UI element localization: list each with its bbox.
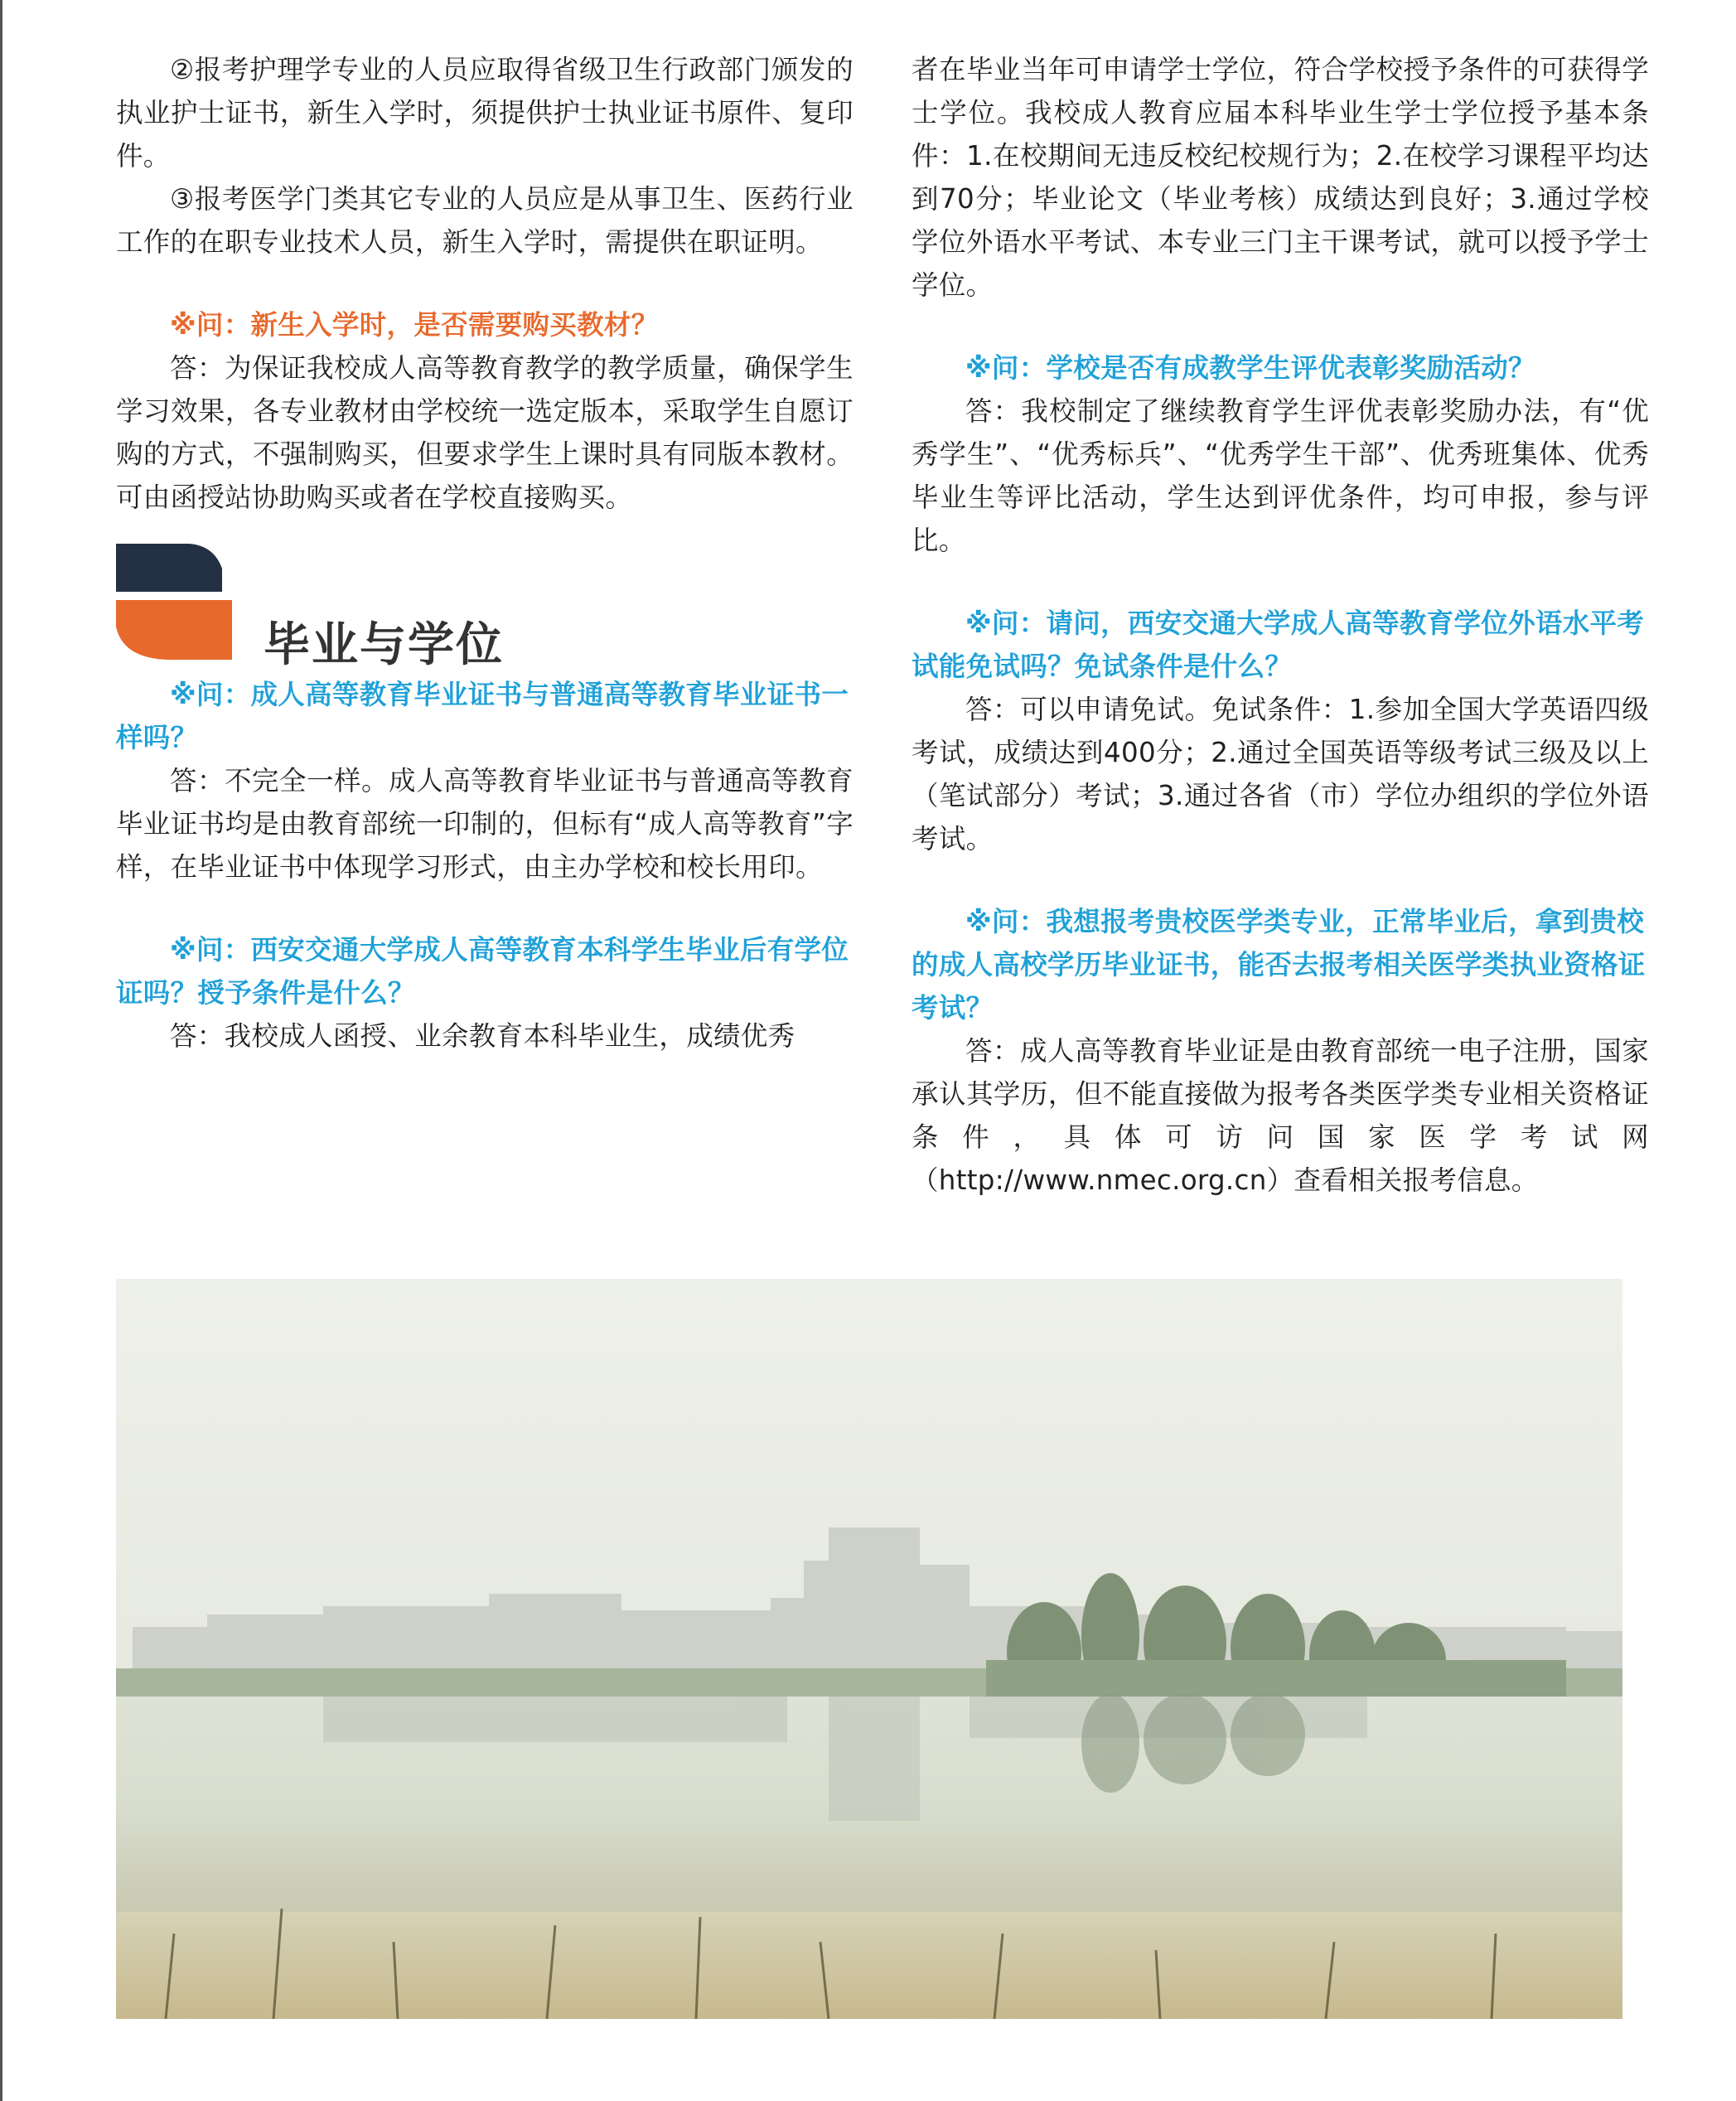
awards-question: ※问：学校是否有成教学生评优表彰奖励活动？ (965, 352, 1535, 384)
textbook-answer: 答：为保证我校成人高等教育教学的教学质量，确保学生学习效果，各专业教材由学校统一选定版本，采取学生自愿订购的方式，不强制购买，但要求学生上课时具有同版本教材。可由函授站协助购买或者在学校直接购买。 (116, 352, 853, 513)
section-header (116, 544, 853, 672)
awards-answer: 答：我校制定了继续教育学生评优表彰奖励办法，有“优秀学生”、“优秀标兵”、“优秀学生干部”、优秀班集体、优秀毕业生等评比活动，学生达到评优条件，均可申报，参与评比。 (912, 395, 1649, 556)
section-logo-icon (116, 544, 232, 660)
textbook-question: ※问：新生入学时，是否需要购买教材？ (170, 309, 659, 341)
certificate-answer: 答：不完全一样。成人高等教育毕业证书与普通高等教育毕业证书均是由教育部统一印制的，但标有“成人高等教育”字样，在毕业证书中体现学习形式，由主办学校和校长用印。 (116, 765, 853, 883)
degree-answer-continued: 者在毕业当年可申请学士学位，符合学校授予条件的可获得学士学位。我校成人教育应届本科毕业生学士学位授予基本条件：1.在校期间无违反校纪校规行为；2.在校学习课程平均达到70分；毕业论文（毕业考核）成绩达到良好；3.通过学校学位外语水平考试、本专业三门主干课考试，就可以授予学士学位。 (912, 54, 1649, 301)
degree-question: ※问：西安交通大学成人高等教育本科学生毕业后有学位证吗？授予条件是什么？ (116, 934, 849, 1009)
certificate-question: ※问：成人高等教育毕业证书与普通高等教育毕业证书一样吗？ (116, 679, 849, 753)
degree-answer-start: 答：我校成人函授、业余教育本科毕业生，成绩优秀 (170, 1020, 795, 1052)
medical-requirement-paragraph: ③报考医学门类其它专业的人员应是从事卫生、医药行业工作的在职专业技术人员，新生入学时，需提供在职证明。 (116, 183, 853, 258)
page-edge-line (0, 0, 2, 2101)
campus-lake-photo (116, 1279, 1622, 2019)
section-title: 毕业与学位 (264, 618, 504, 672)
exemption-question: ※问：请问，西安交通大学成人高等教育学位外语水平考试能免试吗？免试条件是什么？ (912, 608, 1645, 682)
medical-answer: 答：成人高等教育毕业证是由教育部统一电子注册，国家承认其学历，但不能直接做为报考各类医学类专业相关资格证条件，具体可访问国家医学考试网（http://www.nmec.org.cn）查看相关报考信息。 (912, 1035, 1649, 1196)
left-column (116, 48, 853, 1058)
right-column (912, 48, 1649, 1202)
lake-landscape-image (116, 1279, 1622, 2019)
nursing-requirement-paragraph: ②报考护理学专业的人员应取得省级卫生行政部门颁发的执业护士证书，新生入学时，须提供护士执业证书原件、复印件。 (116, 54, 853, 172)
exemption-answer: 答：可以申请免试。免试条件：1.参加全国大学英语四级考试，成绩达到400分；2.通过全国英语等级考试三级及以上（笔试部分）考试；3.通过各省（市）学位办组织的学位外语考试。 (912, 694, 1649, 854)
medical-question: ※问：我想报考贵校医学类专业，正常毕业后，拿到贵校的成人高校学历毕业证书，能否去报考相关医学类执业资格证考试？ (912, 906, 1646, 1024)
